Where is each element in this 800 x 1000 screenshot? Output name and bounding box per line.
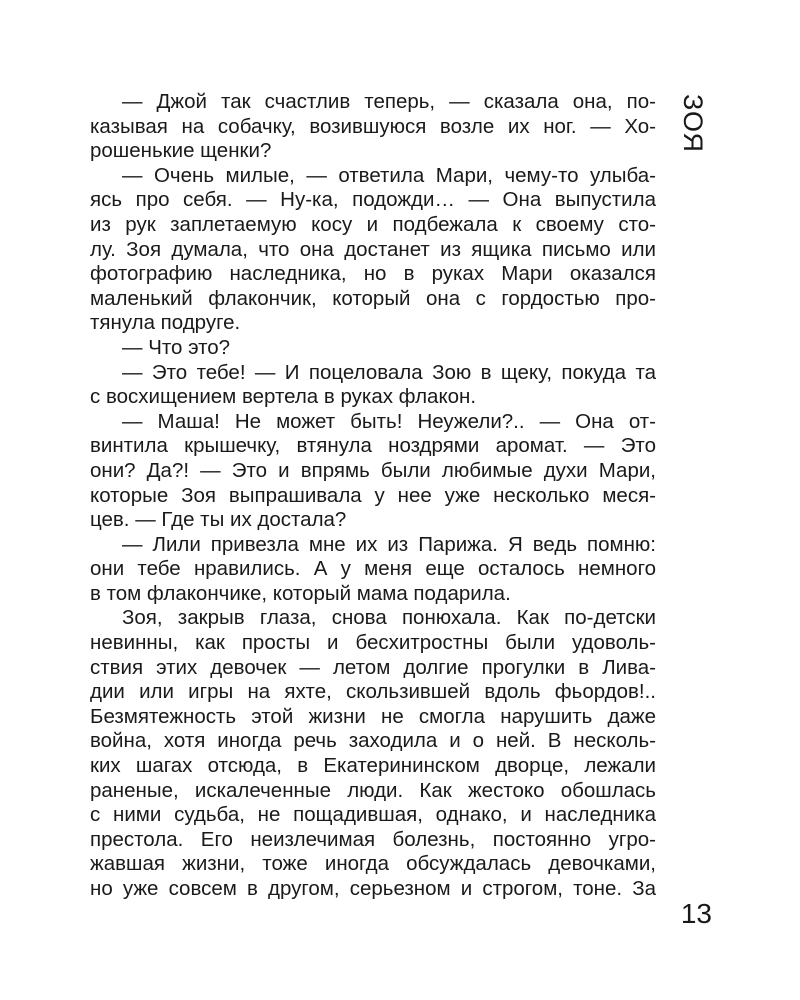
text-line: они? Да?! — Это и впрямь были любимые духи Мари,: [90, 458, 656, 482]
text-line: но уже совсем в другом, серьезном и строгом, тоне. За: [90, 877, 656, 900]
text-line: Зоя, закрыв глаза, снова понюхала. Как по-детски: [122, 606, 656, 630]
text-line: — Лили привезла мне их из Парижа. Я ведь помню:: [122, 532, 656, 556]
text-line: — Маша! Не может быть! Неужели?.. — Она от-: [122, 409, 656, 433]
text-line: винтила крышечку, втянула ноздрями аромат. — Это: [90, 434, 656, 458]
text-line: Безмятежность этой жизни не смогла нарушить даже: [90, 704, 656, 728]
text-line: с ними судьба, не пощадившая, однако, и наследника: [90, 803, 656, 827]
text-line: рошенькие щенки?: [90, 139, 272, 163]
text-line: — Джой так счастлив теперь, — сказала она, по-: [122, 90, 656, 113]
page-number: 13: [680, 898, 712, 929]
text-line: — Это тебе! — И поцеловала Зою в щеку, покуда та: [122, 360, 656, 384]
text-line: невинны, как просты и бесхитростны были удоволь-: [90, 631, 656, 655]
text-line: раненые, искалеченные люди. Как жестоко обошлась: [90, 778, 656, 802]
text-line: дии или игры на яхте, скользившей вдоль фьордов!..: [90, 680, 656, 704]
text-line: ких шагах отсюда, в Екатерининском дворце, лежали: [90, 754, 656, 778]
text-line: из рук заплетаемую косу и подбежала к своему сто-: [90, 212, 656, 236]
text-line: фотографию наследника, но в руках Мари оказался: [90, 262, 656, 286]
body-text: [90, 90, 656, 902]
text-line: цев. — Где ты их достала?: [90, 508, 347, 532]
text-line: с восхищением вертела в руках флакон.: [90, 385, 477, 409]
text-line: жавшая жизни, тоже иногда обсуждалась девочками,: [90, 852, 656, 876]
text-line: война, хотя иногда речь заходила и о ней. В несколь-: [90, 729, 656, 753]
text-line: ствия этих девочек — летом долгие прогулки в Лива-: [90, 655, 656, 679]
running-head-title: ЗОЯ: [677, 93, 708, 153]
text-line: тянула подруге.: [90, 311, 241, 335]
text-line: лу. Зоя думала, что она достанет из ящика письмо или: [90, 237, 656, 261]
text-line: казывая на собачку, возившуюся возле их ног. — Хо-: [90, 114, 656, 138]
text-line: — Что это?: [122, 335, 231, 359]
text-line: они тебе нравились. А у меня еще осталось немного: [90, 557, 656, 581]
text-line: престола. Его неизлечимая болезнь, постоянно угро-: [90, 827, 656, 851]
text-line: маленький флакончик, который она с гордостью про-: [90, 286, 656, 310]
text-line: ясь про себя. — Ну-ка, подожди… — Она выпустила: [90, 188, 656, 212]
text-line: в том флакончике, который мама подарила.: [90, 581, 511, 605]
text-line: — Очень милые, — ответила Мари, чему-то улыба-: [122, 163, 656, 187]
text-line: которые Зоя выпрашивала у нее уже несколько меся-: [90, 483, 656, 507]
running-head: [672, 88, 712, 158]
